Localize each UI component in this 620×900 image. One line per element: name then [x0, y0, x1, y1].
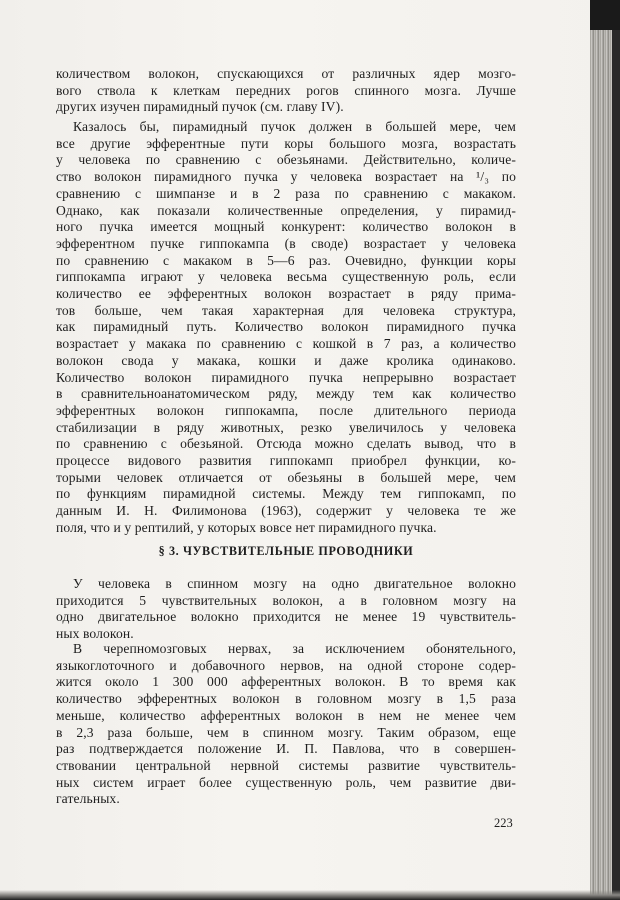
- scan-bottom-shadow: [0, 890, 620, 900]
- text-line: меньше, количество афферентных волокон в нем не менее чем: [56, 707, 516, 723]
- text-line: сравнению с шимпанзе и в 2 раза по сравнению с макаком.: [56, 185, 516, 201]
- paragraph-cranial-nerves: [56, 641, 516, 808]
- text-line: ство волокон пирамидного пучка у человека возрастает на ¹/₃ по: [56, 169, 516, 185]
- text-line: в 2,3 раза больше, чем в спинном мозгу. Таким образом, еще: [56, 724, 516, 740]
- paragraph-sensory-fibers: [56, 576, 516, 643]
- text-line: процессе видового развития гиппокамп приобрел функции, ко-: [56, 453, 516, 469]
- text-line: в сравнительноанатомическом ряду, между тем как количество: [56, 386, 516, 402]
- intro-paragraph: [56, 66, 516, 116]
- text-line: приходится 5 чувствительных волокон, а в головном мозгу на: [56, 592, 516, 608]
- text-line: жится около 1 300 000 афферентных волокон. В то время как: [56, 674, 516, 690]
- text-line: Однако, как показали количественные определения, у пирамид-: [56, 202, 516, 218]
- text-line: ствовании центральной нервной системы развитие чувствитель-: [56, 757, 516, 773]
- text-line: тов больше, чем такая характерная для человека структура,: [56, 302, 516, 318]
- text-line: гательных.: [56, 791, 120, 807]
- text-line: У человека в спинном мозгу на одно двигательное волокно: [73, 576, 516, 591]
- text-line: количество ее эфферентных волокон возрастает в ряду прима-: [56, 286, 516, 302]
- text-line: других изучен пирамидный пучок (см. главу IV).: [56, 99, 344, 115]
- text-line: В черепномозговых нервах, за исключением обонятельного,: [73, 641, 516, 656]
- text-line: волокон свода у макака, кошки и даже кролика одинаково.: [56, 352, 516, 368]
- text-line: у человека по сравнению с обезьянами. Действительно, количе-: [56, 152, 516, 168]
- page-number: 223: [494, 816, 513, 830]
- text-line: поля, что и у рептилий, у которых вовсе нет пирамидного пучка.: [56, 519, 437, 535]
- section-heading: § 3. ЧУВСТВИТЕЛЬНЫЕ ПРОВОДНИКИ: [158, 544, 414, 558]
- text-line: количеством волокон, спускающихся от различных ядер мозго-: [56, 66, 516, 81]
- text-line: ного пучка имеется мощный конкурент: количество волокон в: [56, 219, 516, 235]
- text-line: как пирамидный путь. Количество волокон пирамидного пучка: [56, 319, 516, 335]
- text-line: одно двигательное волокно приходится не менее 19 чувствитель-: [56, 609, 516, 625]
- text-line: эфферентном пучке гиппокампа (в своде) возрастает у человека: [56, 235, 516, 251]
- text-line: по функциям пирамидной системы. Между тем гиппокамп, по: [56, 486, 516, 502]
- paragraph-hippocampus: [56, 119, 516, 537]
- text-line: данным И. Н. Филимонова (1963), содержит у человека те же: [56, 503, 516, 519]
- text-line: вого ствола к клеткам передних рогов спинного мозга. Лучше: [56, 82, 516, 98]
- text-line: языкоглоточного и добавочного нервов, на одной стороне содер-: [56, 657, 516, 673]
- text-line: возрастает у макака по сравнению с кошкой в 7 раз, а количество: [56, 336, 516, 352]
- text-line: раз подтверждается положение И. П. Павлова, что в совершен-: [56, 741, 516, 757]
- text-line: стабилизации в ряду животных, резко увеличилось у человека: [56, 419, 516, 435]
- text-line: ных волокон.: [56, 626, 134, 642]
- scan-corner-shadow: [590, 0, 620, 30]
- text-line: ных систем играет более существенную роль, чем развитие дви-: [56, 774, 516, 790]
- text-line: все другие эфферентные пути коры большого мозга, возрастать: [56, 135, 516, 151]
- text-line: торыми человек отличается от обезьяны в большей мере, чем: [56, 469, 516, 485]
- text-line: гиппокампа играют у человека весьма существенную роль, если: [56, 269, 516, 285]
- text-line: Количество волокон пирамидного пучка непрерывно возрастает: [56, 369, 516, 385]
- text-line: Казалось бы, пирамидный пучок должен в большей мере, чем: [73, 119, 516, 134]
- page-stack-edge: [590, 0, 620, 900]
- text-line: по сравнению с обезьяной. Отсюда можно сделать вывод, что в: [56, 436, 516, 452]
- text-line: по сравнению с макаком в 5—6 раз. Очевидно, функции коры: [56, 252, 516, 268]
- text-line: количество эфферентных волокон в головном мозгу в 1,5 раза: [56, 691, 516, 707]
- text-line: эфферентных волокон гиппокампа, после длительного периода: [56, 402, 516, 418]
